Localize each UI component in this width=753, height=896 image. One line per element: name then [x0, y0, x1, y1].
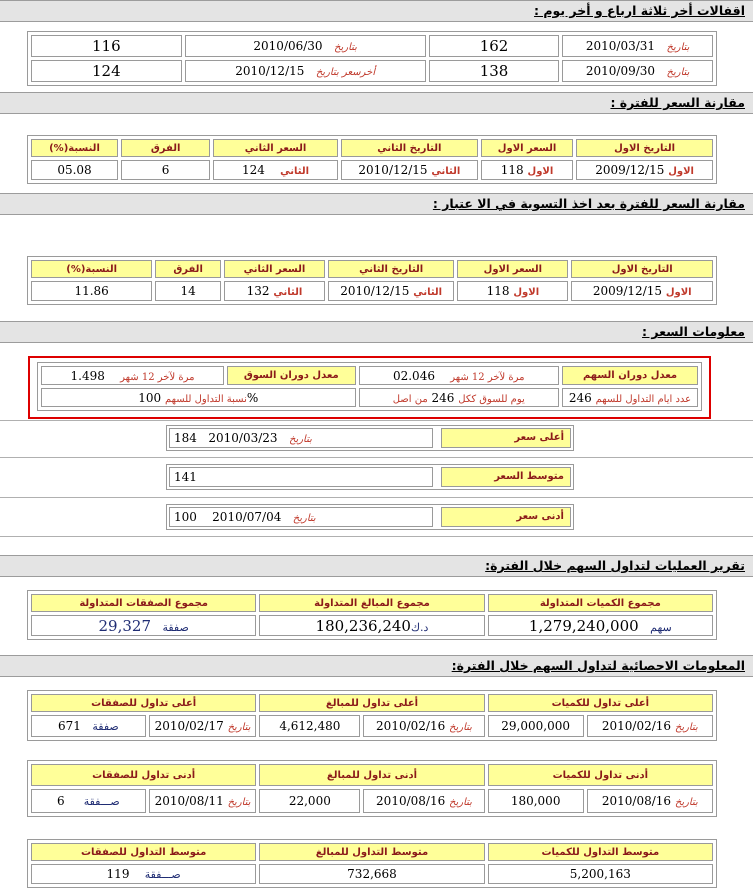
- low-price-field: [166, 504, 574, 530]
- total-amount-cell: [259, 615, 484, 636]
- date-label: بتاريخ: [292, 513, 316, 524]
- pct-cell: 05.08: [31, 160, 118, 180]
- section-title: اقفالات أخر ثلاثة ارباع و أخر يوم :: [534, 3, 745, 18]
- deals-unit: صفقة: [162, 620, 189, 634]
- trading-days-value: 246: [568, 390, 592, 405]
- column-header: الفرق: [121, 139, 210, 157]
- last-price-label: أخرسعر بتاريخ: [315, 67, 376, 78]
- lowest-trading-table: [27, 760, 717, 817]
- trading-days-label: عدد ايام التداول للسهم: [595, 393, 692, 405]
- date-label: بتاريخ: [666, 67, 690, 78]
- section-header-last-quarters: [0, 0, 753, 22]
- high-deals-value-cell: [31, 715, 146, 737]
- stock-turnover-unit: مرة لآخر 12 شهر: [450, 371, 525, 383]
- column-header: متوسط التداول للمبالغ: [259, 843, 484, 861]
- stock-turnover-label: معدل دوران السهم: [562, 366, 698, 385]
- qty-unit: سهم: [650, 620, 672, 634]
- avg-amount-value: 732,668: [259, 864, 484, 884]
- quarter-date-cell: [562, 60, 713, 82]
- column-header: مجموع الصفقات المتداولة: [31, 594, 256, 612]
- quarter-date-cell: [562, 35, 713, 57]
- high-deals-date-cell: [149, 715, 257, 737]
- date-label: بتاريخ: [227, 797, 251, 808]
- first-price: 118: [486, 284, 510, 298]
- second-label: الثاني: [280, 166, 310, 177]
- divider: [0, 536, 753, 537]
- high-deals-value: 671: [58, 719, 81, 733]
- column-header: مجموع المبالغ المتداولة: [259, 594, 484, 612]
- last-price-date: 2010/12/15: [235, 64, 305, 78]
- table-row: [41, 388, 698, 407]
- average-trading-table: [27, 839, 717, 888]
- section-header-adjusted-comparison: [0, 193, 753, 215]
- high-price-value: 184: [174, 431, 197, 445]
- market-turnover-value: 1.498: [70, 368, 105, 383]
- date-label: بتاريخ: [334, 42, 357, 53]
- table-header-row: [31, 594, 713, 612]
- high-price-field: [166, 425, 574, 451]
- column-header: التاريخ الاول: [571, 260, 713, 278]
- high-qty-value: 29,000,000: [488, 715, 584, 737]
- avg-price-value: 141: [174, 470, 197, 484]
- quarter-date: 2010/09/30: [585, 64, 656, 78]
- table-header-row: [31, 260, 713, 278]
- table-row: [31, 789, 713, 813]
- diff-cell: 6: [121, 160, 210, 180]
- high-amount-date-cell: [363, 715, 484, 737]
- first-label: الاول: [513, 287, 540, 298]
- high-price-value-box: [169, 428, 433, 448]
- quarter-value-cell: [31, 60, 182, 82]
- column-header: التاريخ الاول: [576, 139, 713, 157]
- column-header: أدنى تداول للصفقات: [31, 764, 256, 786]
- column-header: أدنى تداول للمبالغ: [259, 764, 484, 786]
- date-label: بتاريخ: [674, 797, 698, 808]
- column-header: السعر الثاني: [224, 260, 325, 278]
- last-quarters-table: [27, 31, 717, 86]
- date-label: بتاريخ: [666, 42, 690, 53]
- total-amount-value: 180,236,240: [315, 616, 411, 635]
- trading-days-cell: [562, 388, 698, 407]
- column-header: (%)النسبة: [31, 139, 118, 157]
- amount-unit: د.ك: [410, 620, 429, 634]
- column-header: (%)النسبة: [31, 260, 152, 278]
- avg-deals-cell: [31, 864, 256, 884]
- table-header-row: [31, 764, 713, 786]
- date-label: بتاريخ: [288, 434, 312, 445]
- total-qty-value: 1,279,240,000: [528, 616, 639, 635]
- date-label: بتاريخ: [674, 722, 698, 733]
- date-label: بتاريخ: [449, 797, 472, 808]
- first-label: الاول: [665, 287, 692, 298]
- quarter-value-cell: [429, 35, 560, 57]
- table-row: [31, 715, 713, 737]
- column-header: السعر الثاني: [213, 139, 338, 157]
- second-label: الثاني: [413, 287, 443, 298]
- column-header: أعلى تداول للمبالغ: [259, 694, 484, 712]
- market-turnover-unit: مرة لآخر 12 شهر: [120, 371, 195, 383]
- stock-turnover-cell: [359, 366, 559, 385]
- first-date: 2009/12/15: [592, 284, 663, 298]
- low-price-date: 2010/07/04: [212, 510, 282, 524]
- section-title: مقارنة السعر للفترة بعد اخذ التسوية في الا عتبار :: [432, 196, 745, 211]
- low-qty-date: 2010/08/16: [601, 794, 672, 808]
- low-qty-date-cell: [587, 789, 713, 813]
- deals-unit: صـــفقة: [144, 868, 181, 881]
- section-title: مقارنة السعر للفترة :: [610, 95, 745, 110]
- column-header: أعلى تداول للكميات: [488, 694, 713, 712]
- column-header: أعلى تداول للصفقات: [31, 694, 256, 712]
- deals-unit: صفقة: [92, 720, 119, 733]
- column-header: متوسط التداول للكميات: [488, 843, 713, 861]
- column-header: مجموع الكميات المتداولة: [488, 594, 713, 612]
- total-deals-cell: [31, 615, 256, 636]
- stock-turnover-value: 02.046: [392, 368, 435, 383]
- table-row: [31, 864, 713, 884]
- market-days-label: من اصل: [392, 393, 428, 405]
- high-price-label: أعلى سعر: [441, 428, 571, 448]
- low-amount-date: 2010/08/16: [376, 794, 446, 808]
- second-date: 2010/12/15: [358, 163, 428, 177]
- market-days-value: 246: [431, 390, 455, 405]
- section-title: معلومات السعر :: [642, 324, 745, 339]
- column-header: السعر الاول: [457, 260, 568, 278]
- avg-price-field: [166, 464, 574, 490]
- price-comparison-table: [27, 135, 717, 184]
- quarter-date-cell: [185, 60, 426, 82]
- avg-qty-value: 5,200,163: [488, 864, 713, 884]
- table-row: [31, 615, 713, 636]
- total-deals-value: 29,327: [98, 616, 151, 635]
- table-row: [31, 60, 713, 82]
- divider: [0, 497, 753, 498]
- first-price-cell: [481, 160, 573, 180]
- high-price-date: 2010/03/23: [208, 431, 278, 445]
- low-price-value: 100: [174, 510, 197, 524]
- low-qty-value: 180,000: [488, 789, 584, 813]
- market-days-cell: [359, 388, 559, 407]
- column-header: الفرق: [155, 260, 221, 278]
- high-deals-date: 2010/02/17: [154, 719, 224, 733]
- second-price: 132: [246, 284, 270, 298]
- second-price: 124: [242, 163, 265, 177]
- market-turnover-label: معدل دوران السوق: [227, 366, 356, 385]
- adjusted-comparison-table: [27, 256, 717, 305]
- diff-cell: 14: [155, 281, 221, 301]
- second-date-cell: [328, 281, 454, 301]
- table-row: [41, 366, 698, 385]
- date-label: بتاريخ: [449, 722, 472, 733]
- operations-table: [27, 590, 717, 640]
- quarter-value-cell: [429, 60, 560, 82]
- second-price-cell: [224, 281, 325, 301]
- table-header-row: [31, 694, 713, 712]
- table-row: [31, 281, 713, 301]
- turnover-table: [37, 362, 702, 411]
- avg-deals-value: 119: [106, 867, 130, 881]
- low-deals-value: 6: [56, 794, 65, 808]
- avg-price-value-box: [169, 467, 433, 487]
- quarter-date-cell: [185, 35, 426, 57]
- quarter-value: 138: [479, 62, 509, 80]
- section-header-operations-report: [0, 555, 753, 577]
- quarter-value-cell: [31, 35, 182, 57]
- first-date-cell: [576, 160, 713, 180]
- second-date-cell: [341, 160, 478, 180]
- trading-ratio-cell: [41, 388, 356, 407]
- column-header: متوسط التداول للصفقات: [31, 843, 256, 861]
- last-price-value: 124: [92, 62, 121, 80]
- second-date: 2010/12/15: [340, 284, 410, 298]
- avg-price-label: متوسط السعر: [441, 467, 571, 487]
- high-amount-value: 4,612,480: [259, 715, 360, 737]
- section-header-price-info: [0, 321, 753, 343]
- first-price: 118: [500, 163, 524, 177]
- section-title: تقرير العمليات لتداول السهم خلال الفترة:: [485, 558, 745, 573]
- low-price-value-box: [169, 507, 433, 527]
- section-header-statistics: [0, 655, 753, 677]
- table-row: [31, 160, 713, 180]
- low-price-label: أدنى سعر: [441, 507, 571, 527]
- column-header: السعر الاول: [481, 139, 573, 157]
- divider: [0, 457, 753, 458]
- low-amount-date-cell: [363, 789, 484, 813]
- quarter-date: 2010/03/31: [585, 39, 656, 53]
- second-price-cell: [213, 160, 338, 180]
- table-header-row: [31, 139, 713, 157]
- low-amount-value: 22,000: [259, 789, 360, 813]
- first-date-cell: [571, 281, 713, 301]
- quarter-value: 116: [92, 37, 121, 55]
- section-title: المعلومات الاحصائية لتداول السهم خلال الفترة:: [451, 658, 745, 673]
- section-header-price-comparison: [0, 92, 753, 114]
- pct-cell: 11.86: [31, 281, 152, 301]
- low-deals-date: 2010/08/11: [154, 794, 224, 808]
- quarter-date: 2010/06/30: [253, 39, 323, 53]
- high-amount-date: 2010/02/16: [376, 719, 446, 733]
- trading-ratio-label: نسبة التداول للسهم: [164, 393, 247, 405]
- date-label: بتاريخ: [227, 722, 251, 733]
- market-turnover-cell: [41, 366, 224, 385]
- second-label: الثاني: [431, 166, 461, 177]
- low-deals-value-cell: [31, 789, 146, 813]
- high-qty-date: 2010/02/16: [601, 719, 672, 733]
- column-header: التاريخ الثاني: [328, 260, 454, 278]
- divider: [0, 420, 753, 421]
- quarter-value: 162: [479, 37, 509, 55]
- first-label: الاول: [668, 166, 694, 177]
- table-header-row: [31, 843, 713, 861]
- first-date: 2009/12/15: [595, 163, 665, 177]
- trading-ratio-value: 100%: [138, 390, 259, 405]
- first-price-cell: [457, 281, 568, 301]
- total-qty-cell: [488, 615, 713, 636]
- market-days-unit: يوم للسوق ككل: [458, 393, 525, 405]
- second-label: الثاني: [273, 287, 303, 298]
- deals-unit: صـــفقة: [83, 795, 120, 808]
- table-row: [31, 35, 713, 57]
- column-header: أدنى تداول للكميات: [488, 764, 713, 786]
- low-deals-date-cell: [149, 789, 257, 813]
- high-qty-date-cell: [587, 715, 713, 737]
- highest-trading-table: [27, 690, 717, 741]
- column-header: التاريخ الثاني: [341, 139, 478, 157]
- first-label: الاول: [527, 166, 554, 177]
